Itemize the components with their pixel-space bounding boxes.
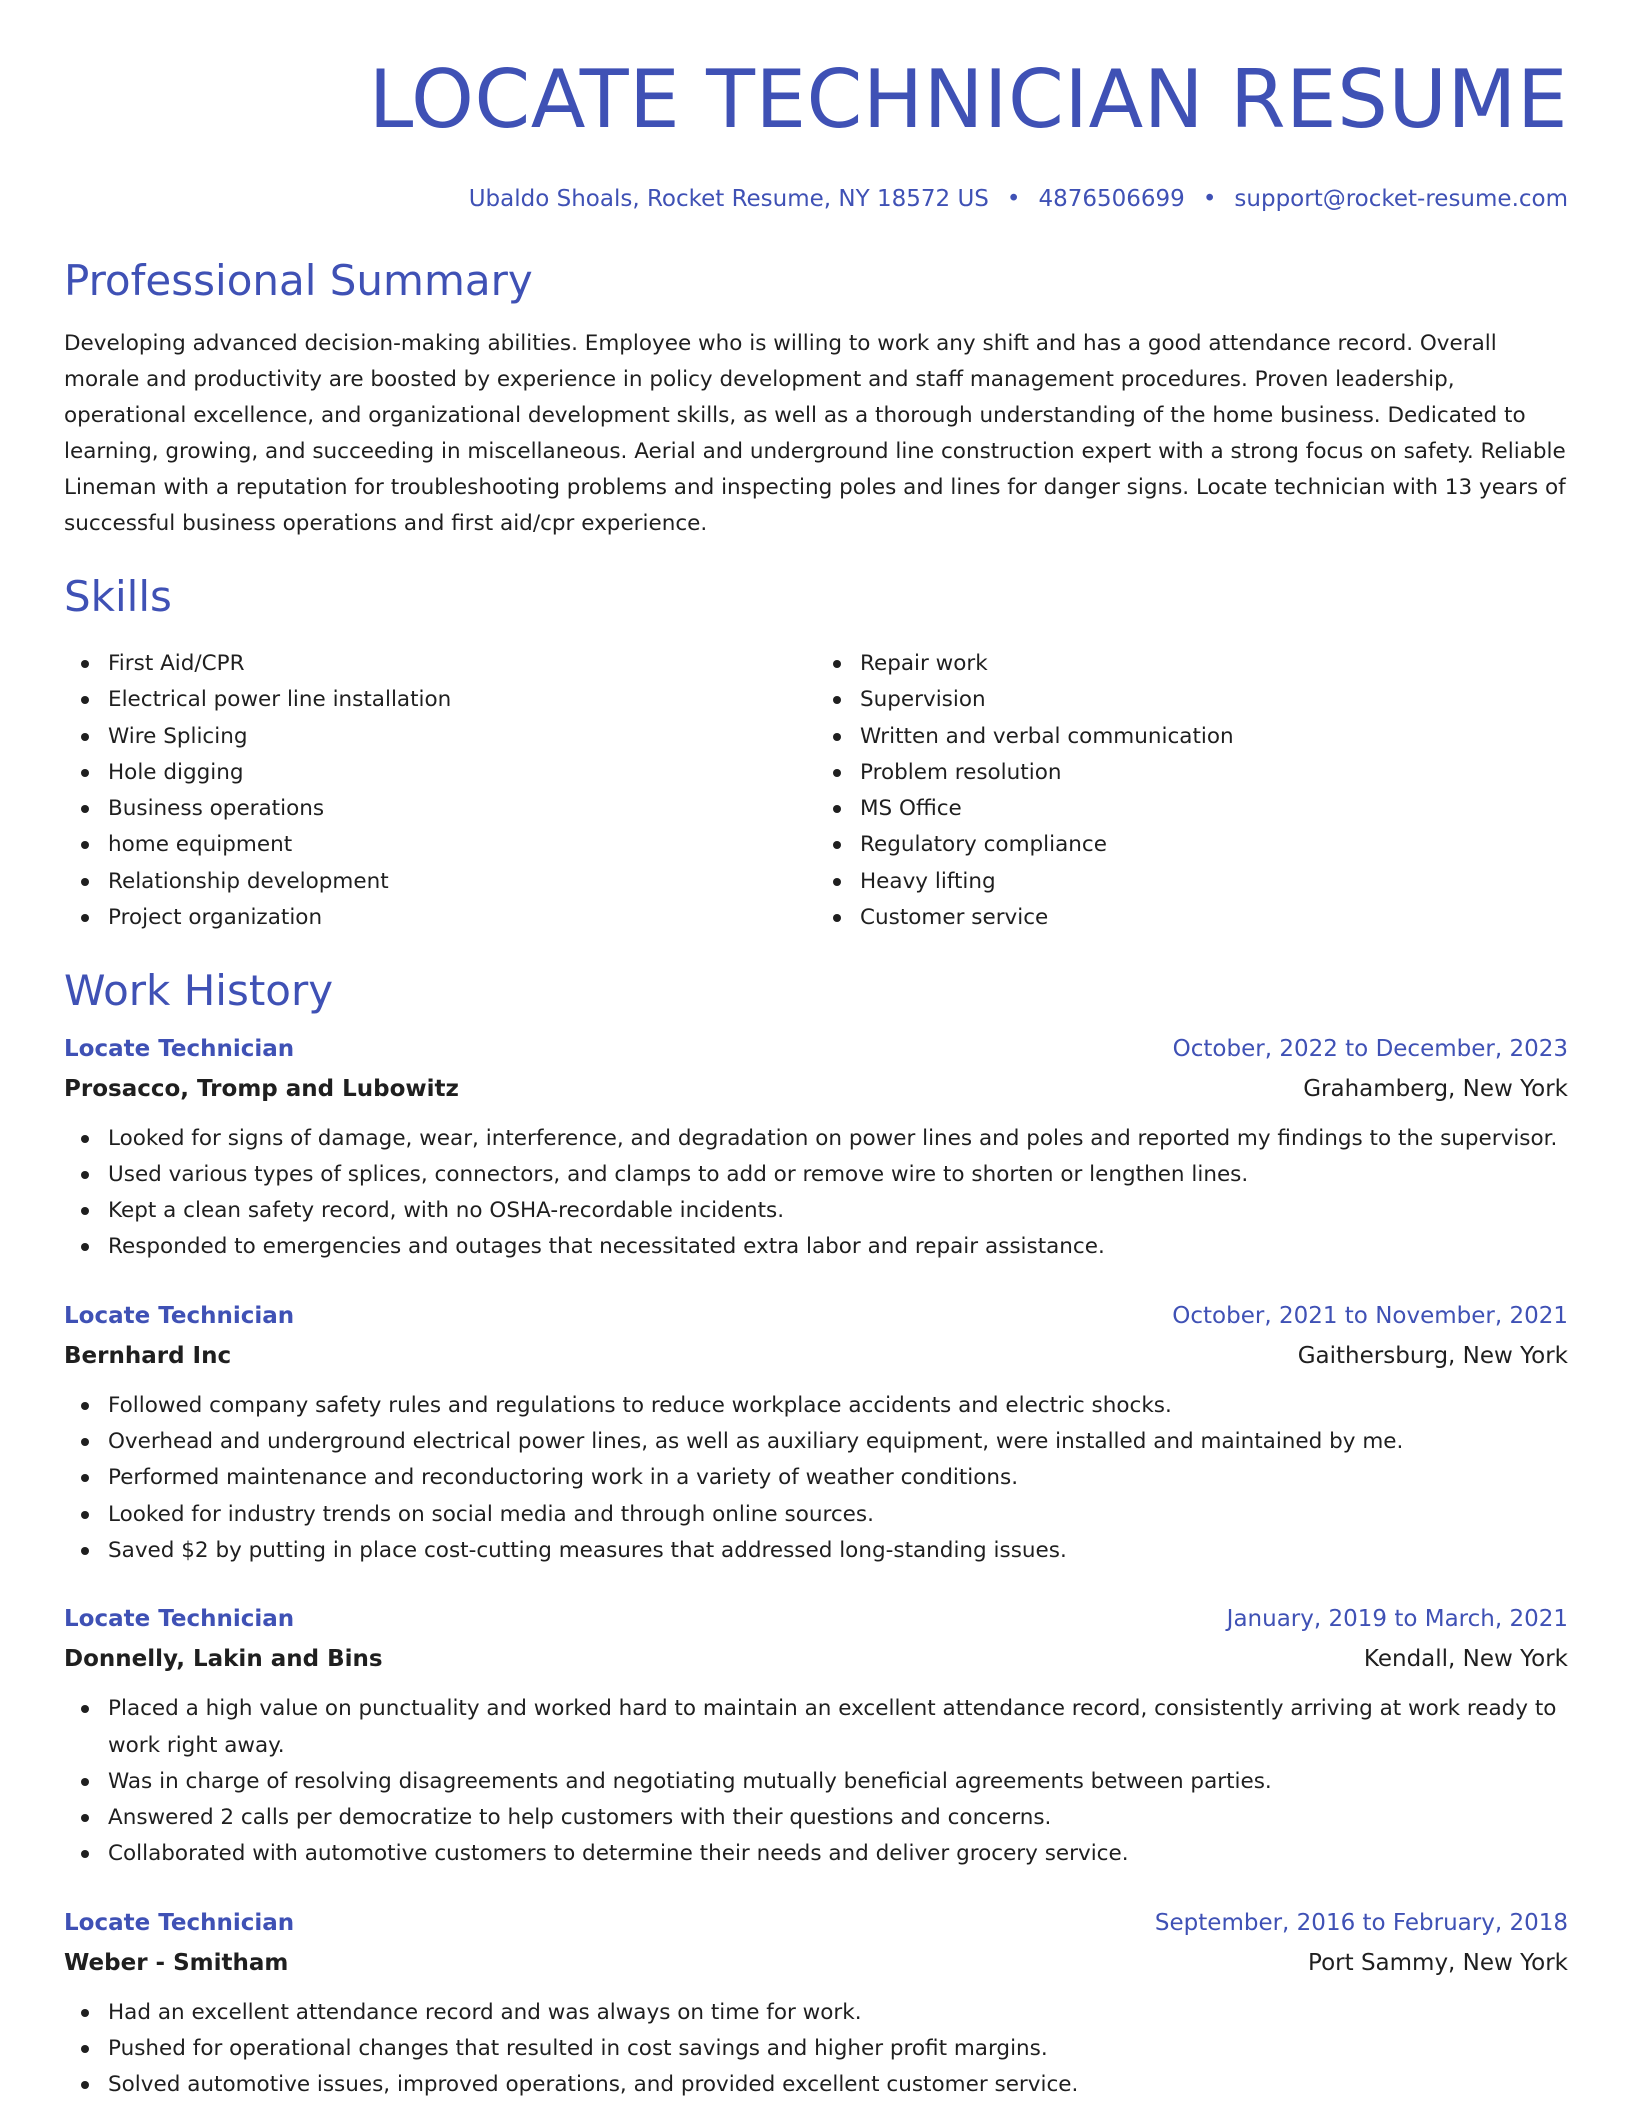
job-company-row: [64, 1943, 1568, 1983]
job-header-row: [64, 1029, 1568, 1069]
skill-item: Problem resolution: [860, 755, 1568, 791]
job-location: Kendall, New York: [1363, 1646, 1568, 1673]
job-company: Donnelly, Lakin and Bins: [64, 1646, 383, 1673]
job-title: Locate Technician: [64, 1302, 295, 1329]
skill-item: Relationship development: [108, 864, 816, 900]
skill-item: Customer service: [860, 900, 1568, 936]
job-title: Locate Technician: [64, 1909, 295, 1936]
job-header-row: [64, 1296, 1568, 1336]
job-company: Bernhard Inc: [64, 1342, 232, 1369]
skill-item: Repair work: [860, 646, 1568, 682]
job-bullet: Solved automotive issues, improved operations, and provided excellent customer service.: [108, 2067, 1568, 2103]
job-bullets: [64, 1388, 1568, 1569]
job-header-row: [64, 1599, 1568, 1639]
job-bullet: Responded to emergencies and outages that necessitated extra labor and repair assistance.: [108, 1229, 1568, 1265]
work-history-heading: Work History: [64, 966, 334, 1016]
job-company: Weber - Smitham: [64, 1949, 289, 1976]
skill-item: First Aid/CPR: [108, 646, 816, 682]
job-bullet: Looked for signs of damage, wear, interference, and degradation on power lines and poles and reported my findings to the supervisor.: [108, 1121, 1568, 1157]
job-title: Locate Technician: [64, 1606, 295, 1633]
skills-list-left: [64, 646, 816, 936]
contact-address: Ubaldo Shoals, Rocket Resume, NY 18572 US: [468, 186, 989, 212]
skill-item: Electrical power line installation: [108, 682, 816, 718]
job-location: Port Sammy, New York: [1308, 1949, 1568, 1976]
job-entry: [64, 1903, 1568, 2104]
job-entry: [64, 1029, 1568, 1266]
job-bullet: Performed maintenance and reconductoring work in a variety of weather conditions.: [108, 1460, 1568, 1496]
job-dates: October, 2022 to December, 2023: [1172, 1035, 1568, 1062]
job-bullets: [64, 1121, 1568, 1266]
job-entry: [64, 1599, 1568, 1872]
job-bullet: Had an excellent attendance record and was always on time for work.: [108, 1995, 1568, 2031]
contact-email[interactable]: support@rocket-resume.com: [1234, 186, 1568, 212]
contact-line: [64, 186, 1568, 214]
skill-item: Heavy lifting: [860, 864, 1568, 900]
skill-item: Project organization: [108, 900, 816, 936]
summary-text: Developing advanced decision-making abilities. Employee who is willing to work any shift and has a good attendance record. Overall morale and productivity are boosted by experience in policy development and staff management procedures. Proven leadership, operational excellence, and organizational development skills, as well as a thorough understanding of the home business. Dedicated to learning, growing, and succeeding in miscellaneous. Aerial and underground line construction expert with a strong focus on safety. Reliable Lineman with a reputation for troubleshooting problems and inspecting poles and lines for danger signs. Locate technician with 13 years of successful business operations and first aid/cpr experience.: [64, 330, 1566, 536]
skill-item: Regulatory compliance: [860, 827, 1568, 863]
job-bullet: Looked for industry trends on social media and through online sources.: [108, 1497, 1568, 1533]
job-location: Gaithersburg, New York: [1297, 1342, 1568, 1369]
job-entry: [64, 1296, 1568, 1569]
job-bullet: Overhead and underground electrical power lines, as well as auxiliary equipment, were installed and maintained by me.: [108, 1424, 1568, 1460]
skill-item: Supervision: [860, 682, 1568, 718]
resume-page: [64, 0, 1568, 2104]
job-bullet: Answered 2 calls per democratize to help customers with their questions and concerns.: [108, 1800, 1568, 1836]
job-dates: October, 2021 to November, 2021: [1172, 1302, 1568, 1329]
job-header-row: [64, 1903, 1568, 1943]
skill-item: Wire Splicing: [108, 719, 816, 755]
skill-item: home equipment: [108, 827, 816, 863]
job-bullet: Used various types of splices, connectors, and clamps to add or remove wire to shorten or lengthen lines.: [108, 1157, 1568, 1193]
job-bullet: Kept a clean safety record, with no OSHA-recordable incidents.: [108, 1193, 1568, 1229]
job-bullets: [64, 1995, 1568, 2104]
job-dates: January, 2019 to March, 2021: [1226, 1606, 1568, 1633]
job-bullet: Was in charge of resolving disagreements and negotiating mutually beneficial agreements between parties.: [108, 1764, 1568, 1800]
resume-title: LOCATE TECHNICIAN RESUME: [368, 53, 1568, 146]
skills-list-right: [816, 646, 1568, 936]
skills-heading: Skills: [64, 571, 172, 621]
contact-separator: •: [1006, 186, 1021, 212]
job-location: Grahamberg, New York: [1303, 1075, 1568, 1102]
job-company: Prosacco, Tromp and Lubowitz: [64, 1075, 459, 1102]
job-company-row: [64, 1069, 1568, 1109]
job-bullet: Saved $2 by putting in place cost-cutting measures that addressed long-standing issues.: [108, 1533, 1568, 1569]
skill-item: Hole digging: [108, 755, 816, 791]
job-bullet: Placed a high value on punctuality and worked hard to maintain an excellent attendance record, consistently arriving at work ready to work right away.: [108, 1691, 1568, 1764]
contact-phone: 4876506699: [1038, 186, 1185, 212]
job-title: Locate Technician: [64, 1035, 295, 1062]
summary-heading: Professional Summary: [64, 255, 533, 305]
skill-item: Business operations: [108, 791, 816, 827]
job-company-row: [64, 1639, 1568, 1679]
job-dates: September, 2016 to February, 2018: [1154, 1909, 1568, 1936]
contact-separator: •: [1202, 186, 1217, 212]
skill-item: Written and verbal communication: [860, 719, 1568, 755]
job-bullets: [64, 1691, 1568, 1872]
job-bullet: Pushed for operational changes that resulted in cost savings and higher profit margins.: [108, 2031, 1568, 2067]
job-bullet: Followed company safety rules and regulations to reduce workplace accidents and electric shocks.: [108, 1388, 1568, 1424]
job-company-row: [64, 1336, 1568, 1376]
skills-grid: [64, 646, 1568, 936]
job-bullet: Collaborated with automotive customers to determine their needs and deliver grocery service.: [108, 1836, 1568, 1872]
skill-item: MS Office: [860, 791, 1568, 827]
